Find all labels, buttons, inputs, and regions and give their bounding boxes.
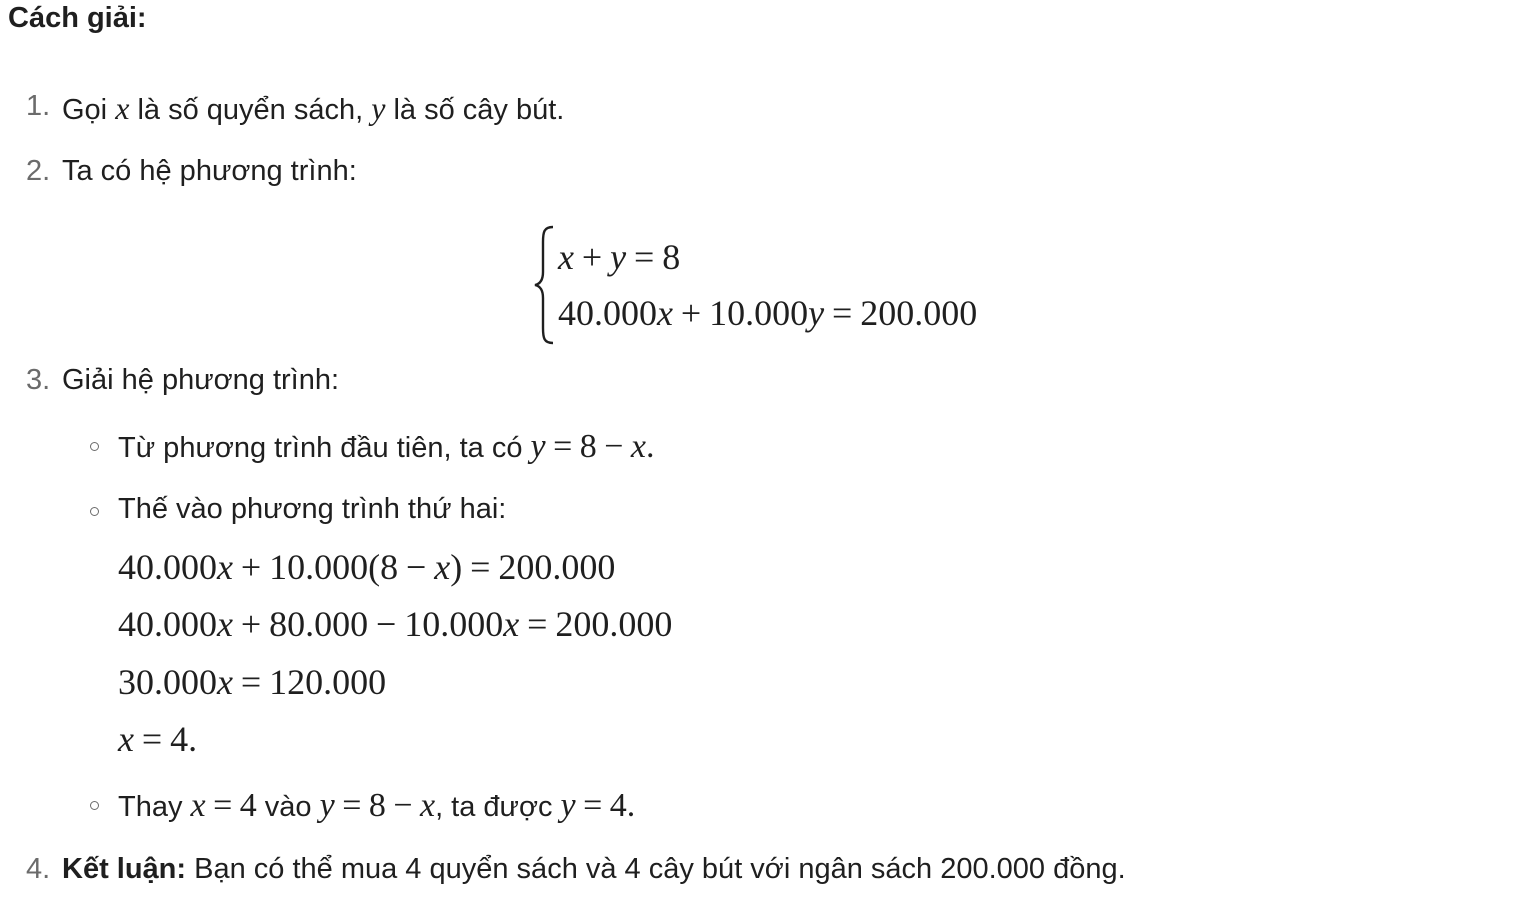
substep-3-text: Thay x = 4 vào y = 8 − x, ta được y = 4. [118,787,636,824]
step-2-number: 2. [26,155,51,187]
equation-system [532,224,556,351]
step-2-text: Ta có hệ phương trình: [62,155,357,187]
step-3-number: 3. [26,364,51,396]
calc-line-4: x = 4. [118,719,198,759]
system-eq-2: 40.000x + 10.000y = 200.000 [558,293,978,333]
system-eq-1: x + y = 8 [558,237,681,277]
calc-line-3: 30.000x = 120.000 [118,662,387,702]
calc-line-2: 40.000x + 80.000 − 10.000x = 200.000 [118,604,673,644]
section-heading: Cách giải: [8,2,147,34]
step-3-text: Giải hệ phương trình: [62,364,340,396]
step-4-number: 4. [26,853,51,885]
step-4-text: Kết luận: Bạn có thể mua 4 quyển sách và 4 cây bút với ngân sách 200.000 đồng. [62,853,1126,885]
calc-line-1: 40.000x + 10.000(8 − x) = 200.000 [118,547,616,587]
bullet-icon [90,442,99,451]
left-brace-icon [532,224,556,346]
conclusion-label: Kết luận: [62,853,187,885]
step-1-number: 1. [26,90,51,122]
step-1-text: Gọi x là số quyển sách, y là số cây bút. [62,90,565,126]
substep-1-text: Từ phương trình đầu tiên, ta có y = 8 − x. [118,428,655,465]
substep-2-text: Thế vào phương trình thứ hai: [118,493,507,525]
bullet-icon [90,801,99,810]
bullet-icon [90,507,99,516]
